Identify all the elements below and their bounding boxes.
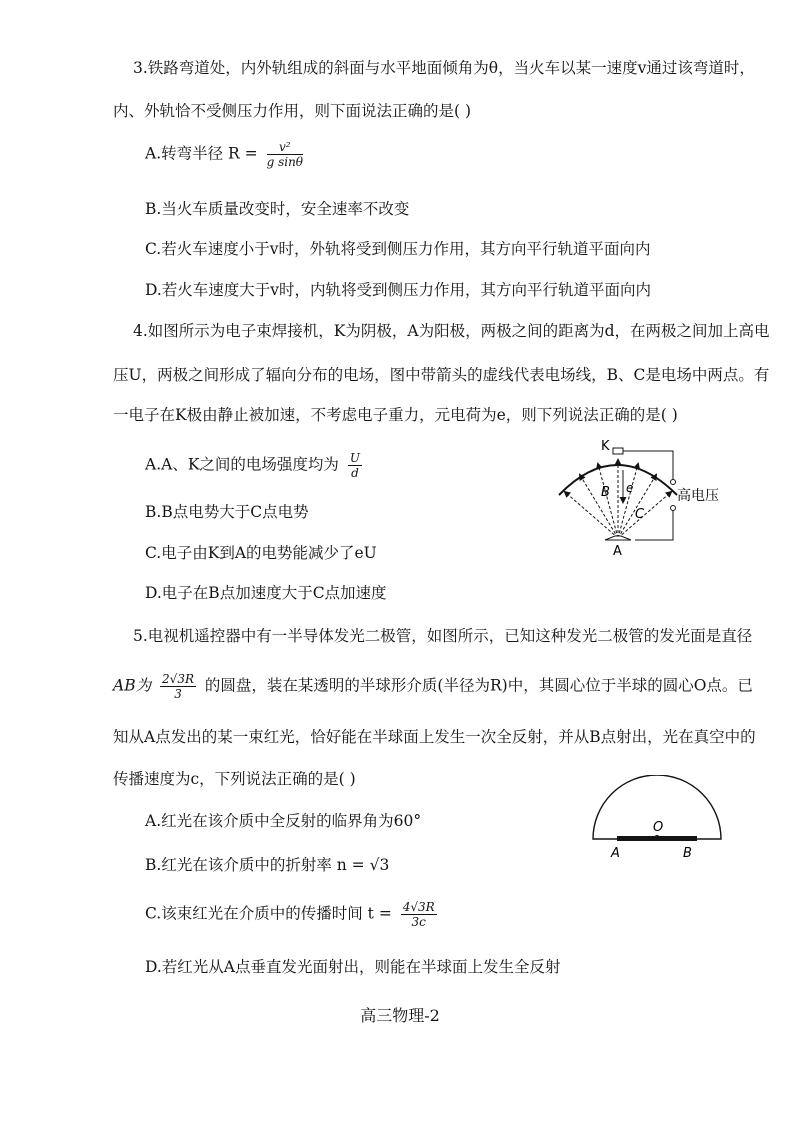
label-high-voltage: 高电压: [677, 488, 719, 504]
q5-stem-line1: 5.电视机遥控器中有一半导体发光二极管，如图所示，已知这种发光二极管的发光面是直径: [133, 627, 753, 645]
terminal-top: [671, 480, 676, 485]
q5-stem-line2-prefix: AB为: [113, 676, 152, 695]
q4-option-a-text: A.A、K之间的电场强度均为: [145, 455, 339, 474]
q4-fraction-denominator: d: [351, 466, 359, 480]
q4-fraction-numerator: U: [349, 451, 360, 465]
q3-stem-line2: 内、外轨恰不受侧压力作用，则下面说法正确的是( ): [113, 102, 472, 120]
q4-option-b: B.B点电势大于C点电势: [145, 503, 309, 521]
q5-diameter-fraction: [160, 672, 196, 701]
q4-electron-beam-figure: [545, 440, 755, 560]
center-point: [654, 835, 660, 841]
label-e: e: [626, 481, 634, 495]
q5-stem-line2: [113, 672, 753, 701]
q4-stem-line2: 压U，两极之间形成了辐向分布的电场，图中带箭头的虚线代表电场线，B、C是电场中两点。有: [113, 366, 770, 384]
q5-option-c-fraction: [401, 900, 437, 929]
label-a: A: [613, 544, 622, 559]
q5-option-a: A.红光在该介质中全反射的临界角为60°: [145, 812, 422, 830]
q5-option-d: D.若红光从A点垂直发光面射出，则能在半球面上发生全反射: [145, 958, 561, 976]
q5-stem-line3: 知从A点发出的某一束红光，恰好能在半球面上发生一次全反射，并从B点射出，光在真空中的: [113, 728, 756, 746]
label-a: A: [611, 846, 620, 861]
q3-option-d: D.若火车速度大于v时，内轨将受到侧压力作用，其方向平行轨道平面向内: [145, 281, 652, 299]
field-line: [618, 492, 671, 538]
q5-stem-line2-suffix: 的圆盘，装在某透明的半球形介质(半径为R)中，其圆心位于半球的圆心O点。已: [204, 676, 753, 695]
q4-stem-line1: 4.如图所示为电子束焊接机，K为阴极，A为阳极，两极之间的距离为d，在两极之间加上高电: [133, 322, 770, 340]
label-b: B: [601, 485, 610, 500]
q4-option-a: [145, 451, 366, 480]
q3-fraction-denominator: g sinθ: [266, 155, 304, 169]
field-line: [598, 464, 618, 538]
q5-optc-denominator: 3c: [411, 915, 426, 929]
field-line: [565, 492, 618, 538]
terminal-bottom: [671, 506, 676, 511]
label-o: O: [653, 820, 664, 835]
page-footer: 高三物理-2: [360, 1006, 440, 1025]
q3-option-a-fraction: [267, 140, 303, 169]
q3-option-a: [145, 140, 307, 169]
label-c: C: [635, 507, 645, 522]
q3-stem-line1: 3.铁路弯道处，内外轨组成的斜面与水平地面倾角为θ，当火车以某一速度v通过该弯道时，: [133, 59, 755, 77]
q5-hemisphere-figure: [585, 775, 730, 865]
q3-option-b: B.当火车质量改变时，安全速率不改变: [145, 200, 410, 218]
q5-option-c-text: C.该束红光在介质中的传播时间 t =: [145, 904, 392, 923]
q5-fraction-denominator: 3: [174, 687, 182, 701]
q3-fraction-numerator: v²: [267, 140, 303, 155]
q5-stem-line4: 传播速度为c，下列说法正确的是( ): [113, 770, 356, 788]
q5-fraction-numerator: 2√3R: [162, 672, 194, 686]
q5-option-b: B.红光在该介质中的折射率 n = √3: [145, 856, 390, 874]
field-line: [580, 475, 618, 538]
cathode-terminal: [613, 448, 623, 454]
q4-stem-line3: 一电子在K极由静止被加速，不考虑电子重力，元电荷为e，则下列说法正确的是( ): [113, 406, 678, 424]
q5-optc-numerator: 4√3R: [402, 900, 435, 914]
field-line: [618, 464, 638, 538]
q4-option-d: D.电子在B点加速度大于C点加速度: [145, 584, 387, 602]
q3-option-a-text: A.转弯半径 R =: [145, 144, 258, 163]
q4-option-c: C.电子由K到A的电势能减少了eU: [145, 544, 377, 562]
label-b: B: [683, 846, 692, 861]
label-k: K: [601, 440, 610, 454]
q4-option-a-fraction: [348, 451, 362, 480]
anode: [605, 536, 631, 540]
q3-option-c: C.若火车速度小于v时，外轨将受到侧压力作用，其方向平行轨道平面向内: [145, 240, 651, 258]
q5-option-c: [145, 900, 441, 929]
